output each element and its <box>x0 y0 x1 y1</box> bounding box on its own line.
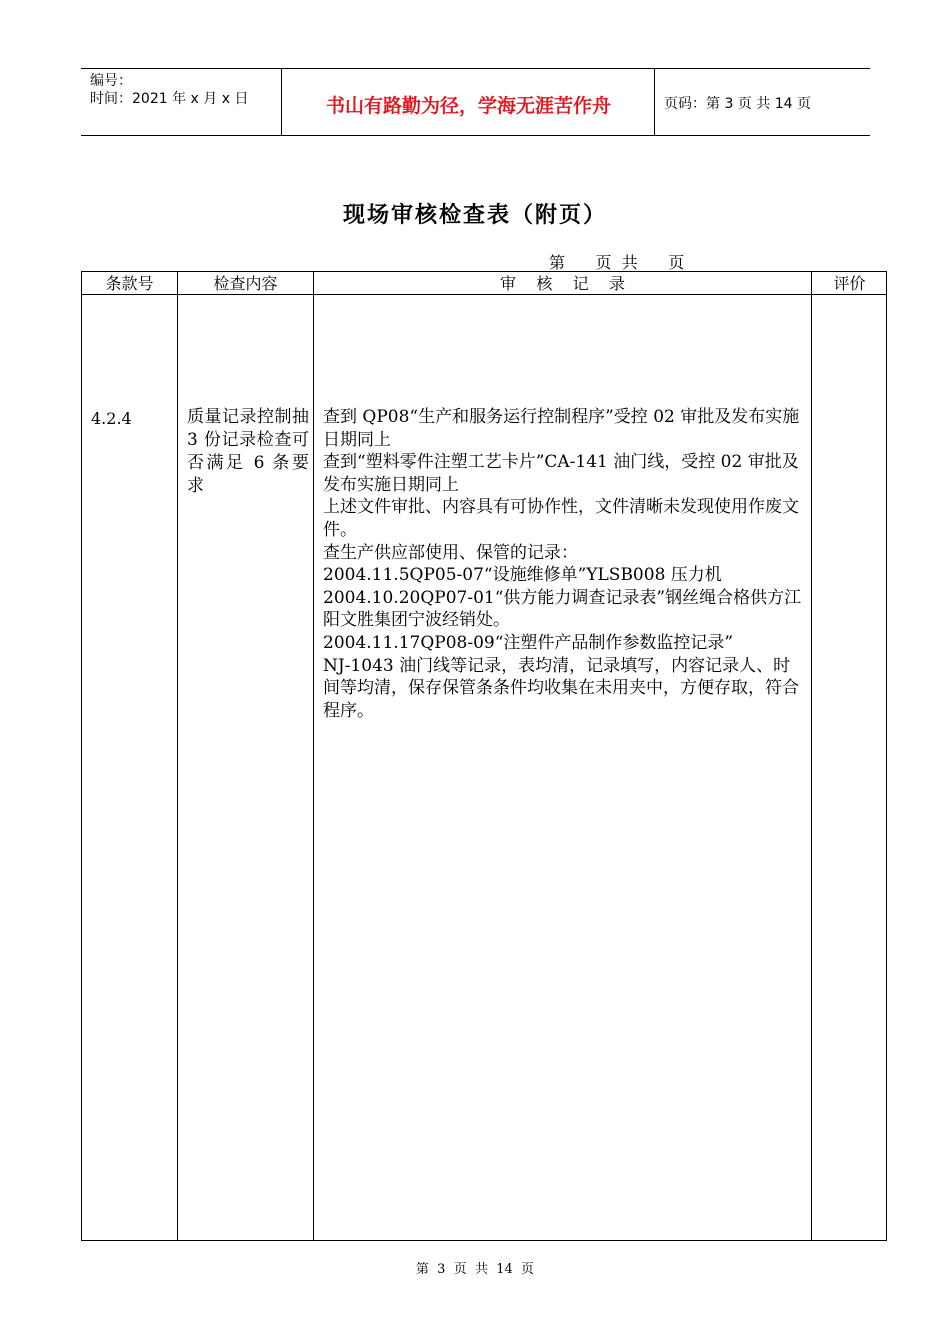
header-divider-left <box>281 68 282 136</box>
header-bottom-rule <box>81 135 870 136</box>
table-cell-clause: 4.2.4 <box>91 409 132 428</box>
audit-line: NJ-1043 油门线等记录，表均清，记录填写，内容记录人、时间等均清，保存保管条条件均收集在未用夹中，方便存取，符合程序。 <box>323 655 799 721</box>
column-header-content: 检查内容 <box>213 274 278 293</box>
page-title: 现场审核检查表（附页） <box>342 203 607 228</box>
header-page-label: 页码：第 3 页 共 14 页 <box>664 96 811 112</box>
audit-line: 上述文件审批、内容具有可协作性，文件清晰未发现使用作废文件。 <box>323 497 799 540</box>
table-cell-check-content: 质量记录控制抽 3 份记录检查可否满足 6 条要求 <box>187 407 309 496</box>
column-divider <box>177 272 178 1240</box>
header-row-divider <box>82 294 886 295</box>
page-footer: 第 3 页 共 14 页 <box>415 1262 535 1277</box>
table-cell-audit-record <box>323 406 805 722</box>
audit-line: 2004.10.20QP07-01“供方能力调查记录表”钢丝绳合格供方江阳文胜集团宁波经销处。 <box>323 587 802 631</box>
column-divider <box>811 272 812 1240</box>
audit-checklist-table <box>81 271 887 1241</box>
header-time-label: 时间：2021 年 x 月 x 日 <box>90 91 249 107</box>
audit-line: 查生产供应部使用、保管的记录： <box>323 542 578 563</box>
audit-line: 2004.11.5QP05-07“设施维修单”YLSB008 压力机 <box>323 565 722 586</box>
column-divider <box>313 272 314 1240</box>
header-motto: 书山有路勤为径，学海无涯苦作舟 <box>325 95 611 117</box>
header-top-rule <box>81 68 870 69</box>
page-counter-line: 第 页 共 页 <box>549 253 685 272</box>
column-header-rating: 评价 <box>833 274 866 293</box>
column-header-audit-record: 审 核 记 录 <box>499 274 626 293</box>
header-divider-right <box>654 68 655 136</box>
audit-line: 查到 QP08“生产和服务运行控制程序”受控 02 审批及发布实施日期同上 <box>323 407 800 450</box>
column-header-clause: 条款号 <box>105 274 154 293</box>
header-number-label: 编号： <box>90 73 132 89</box>
audit-line: 查到“塑料零件注塑工艺卡片”CA-141 油门线，受控 02 审批及发布实施日期同上 <box>323 452 799 495</box>
audit-line: 2004.11.17QP08-09“注塑件产品制作参数监控记录” <box>323 632 734 653</box>
